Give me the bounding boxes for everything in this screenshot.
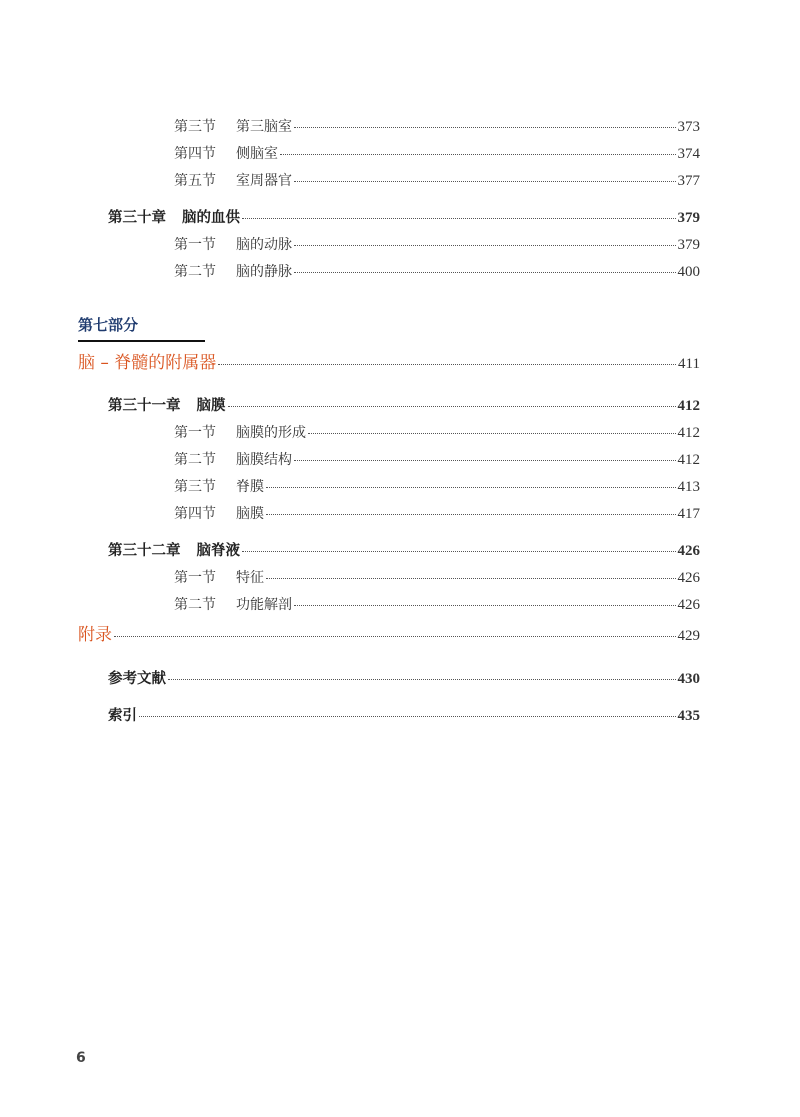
page-ref: 377 xyxy=(677,173,700,189)
toc-entry-section[interactable] xyxy=(174,449,700,469)
section-number: 第五节 xyxy=(174,173,216,189)
toc-entry-section[interactable] xyxy=(174,143,700,163)
dot-leader xyxy=(218,364,676,365)
toc-entry-references[interactable] xyxy=(108,667,700,688)
chapter-title: 脑膜 xyxy=(196,397,226,414)
toc-entry-chapter[interactable] xyxy=(108,539,700,560)
page-ref: 412 xyxy=(677,398,700,414)
dot-leader xyxy=(266,514,676,515)
chapter-number: 第三十章 xyxy=(108,209,166,226)
toc-entry-chapter[interactable] xyxy=(108,206,700,227)
section-number: 第一节 xyxy=(174,570,216,586)
page-ref: 412 xyxy=(677,425,700,441)
section-number: 第二节 xyxy=(174,597,216,613)
chapter-title: 脑的血供 xyxy=(182,209,240,226)
dot-leader xyxy=(242,218,676,219)
page-number: 6 xyxy=(76,1050,86,1066)
section-title: 脑的静脉 xyxy=(236,264,292,280)
toc-entry-section[interactable] xyxy=(174,476,700,496)
dot-leader xyxy=(280,154,676,155)
part-title: 脑 – 脊髓的附属器 xyxy=(78,353,217,373)
part-divider xyxy=(78,340,205,342)
section-number: 第三节 xyxy=(174,119,216,135)
page-ref: 373 xyxy=(677,119,700,135)
toc-entry-section[interactable] xyxy=(174,422,700,442)
section-title: 脑的动脉 xyxy=(236,237,292,253)
dot-leader xyxy=(294,127,676,128)
toc-entry-index[interactable] xyxy=(108,704,700,725)
toc-entry-appendix[interactable] xyxy=(78,620,700,645)
page-ref: 426 xyxy=(677,543,700,559)
dot-leader xyxy=(294,605,676,606)
section-title: 第三脑室 xyxy=(236,119,292,135)
page-ref: 411 xyxy=(678,356,700,372)
dot-leader xyxy=(266,487,676,488)
toc-entry-section[interactable] xyxy=(174,116,700,136)
section-title: 脑膜 xyxy=(236,506,264,522)
page-ref: 430 xyxy=(677,671,700,687)
page-ref: 417 xyxy=(677,506,700,522)
dot-leader xyxy=(114,636,676,637)
page-ref: 426 xyxy=(677,570,700,586)
toc-entry-chapter[interactable] xyxy=(108,394,700,415)
section-title: 功能解剖 xyxy=(236,597,292,613)
toc-entry-section[interactable] xyxy=(174,234,700,254)
page-ref: 379 xyxy=(677,237,700,253)
section-number: 第四节 xyxy=(174,506,216,522)
dot-leader xyxy=(168,679,676,680)
toc-entry-section[interactable] xyxy=(174,261,700,281)
section-number: 第一节 xyxy=(174,425,216,441)
toc-entry-section[interactable] xyxy=(174,503,700,523)
section-title: 侧脑室 xyxy=(236,146,278,162)
page-ref: 412 xyxy=(677,452,700,468)
dot-leader xyxy=(139,716,676,717)
dot-leader xyxy=(308,433,676,434)
page-ref: 435 xyxy=(677,708,700,724)
toc-entry-section[interactable] xyxy=(174,567,700,587)
index-title: 索引 xyxy=(108,707,137,724)
appendix-title: 附录 xyxy=(78,625,112,645)
section-number: 第二节 xyxy=(174,452,216,468)
chapter-title: 脑脊液 xyxy=(196,542,240,559)
toc-entry-section[interactable] xyxy=(174,170,700,190)
references-title: 参考文献 xyxy=(108,670,166,687)
dot-leader xyxy=(228,406,676,407)
page-ref: 379 xyxy=(677,210,700,226)
part-label: 第七部分 xyxy=(78,316,139,334)
section-number: 第二节 xyxy=(174,264,216,280)
section-number: 第四节 xyxy=(174,146,216,162)
chapter-number: 第三十一章 xyxy=(108,397,181,414)
section-number: 第一节 xyxy=(174,237,216,253)
section-title: 室周器官 xyxy=(236,173,292,189)
section-title: 特征 xyxy=(236,570,264,586)
toc-entry-part[interactable] xyxy=(78,348,700,373)
section-title: 脑膜结构 xyxy=(236,452,292,468)
page-ref: 374 xyxy=(677,146,700,162)
dot-leader xyxy=(266,578,676,579)
section-number: 第三节 xyxy=(174,479,216,495)
section-title: 脑膜的形成 xyxy=(236,425,306,441)
page-ref: 426 xyxy=(677,597,700,613)
dot-leader xyxy=(294,460,676,461)
page-ref: 400 xyxy=(677,264,700,280)
page-ref: 429 xyxy=(677,628,700,644)
dot-leader xyxy=(294,272,676,273)
toc-entry-section[interactable] xyxy=(174,594,700,614)
dot-leader xyxy=(294,181,676,182)
dot-leader xyxy=(242,551,676,552)
dot-leader xyxy=(294,245,676,246)
chapter-number: 第三十二章 xyxy=(108,542,181,559)
page-ref: 413 xyxy=(677,479,700,495)
section-title: 脊膜 xyxy=(236,479,264,495)
